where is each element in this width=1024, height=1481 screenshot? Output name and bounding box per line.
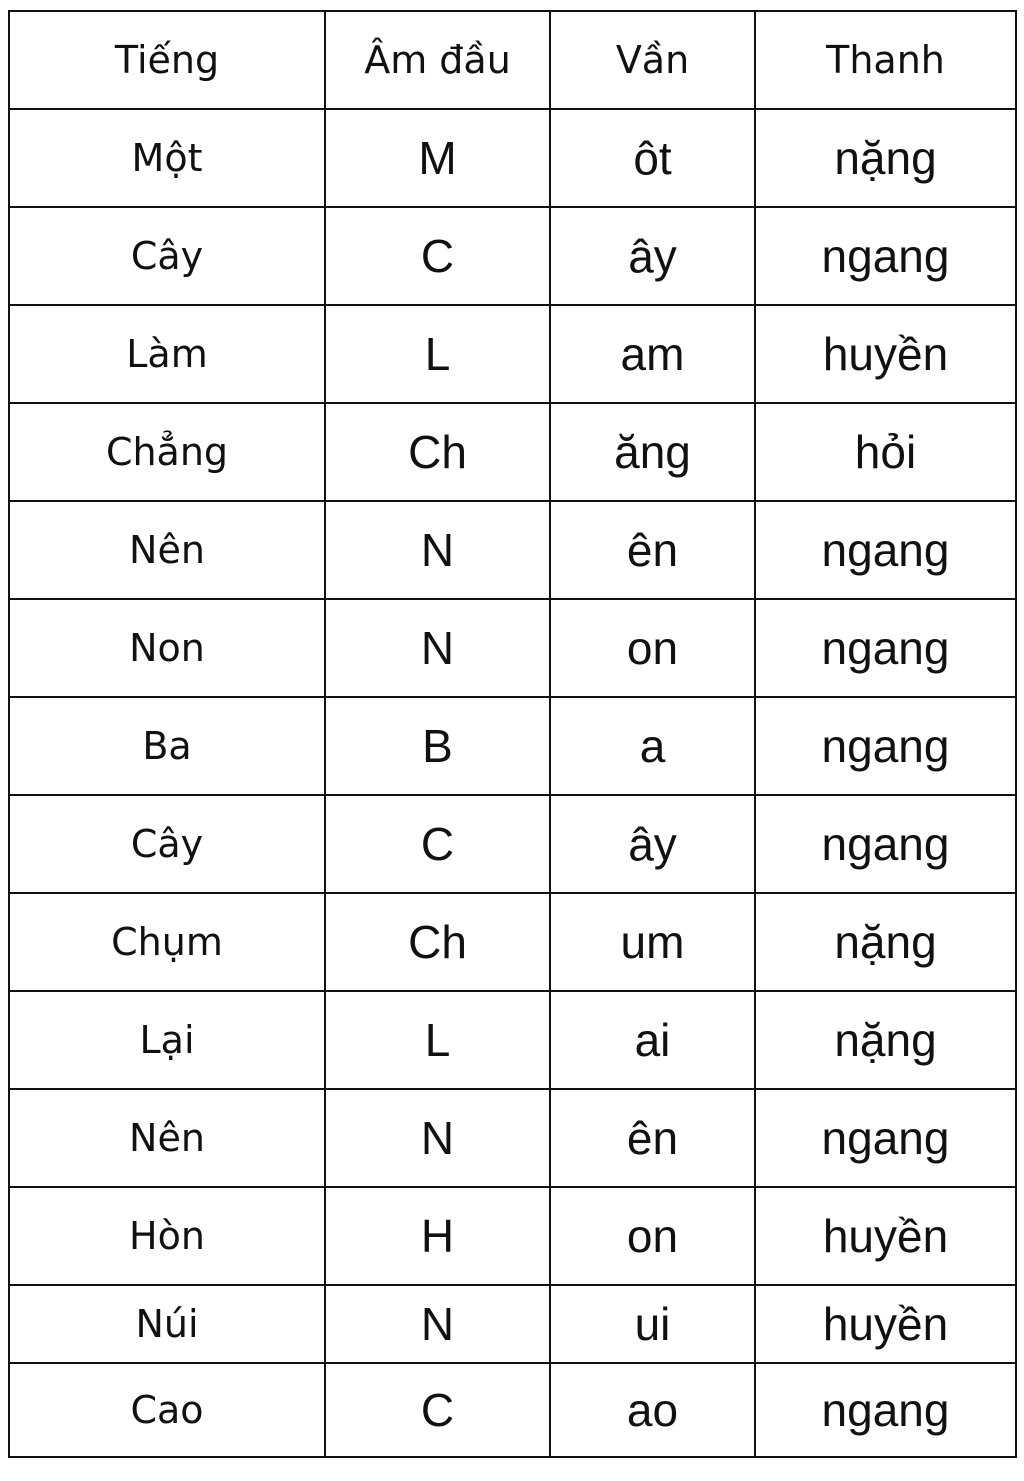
cell-van: ên: [550, 1089, 755, 1187]
table-row: [9, 795, 1016, 893]
cell-thanh: nặng: [755, 893, 1016, 991]
syllable-table-container: [8, 10, 1015, 1458]
cell-thanh: ngang: [755, 207, 1016, 305]
cell-thanh: ngang: [755, 501, 1016, 599]
cell-van: ai: [550, 991, 755, 1089]
table-row: [9, 1363, 1016, 1457]
cell-thanh: ngang: [755, 697, 1016, 795]
table-row: [9, 501, 1016, 599]
cell-am-dau: B: [325, 697, 550, 795]
table-row: [9, 1187, 1016, 1285]
cell-am-dau: Ch: [325, 403, 550, 501]
cell-van: am: [550, 305, 755, 403]
table-row: [9, 1285, 1016, 1363]
cell-thanh: ngang: [755, 795, 1016, 893]
cell-thanh: nặng: [755, 109, 1016, 207]
table-row: [9, 109, 1016, 207]
cell-tieng: Núi: [9, 1285, 325, 1363]
cell-tieng: Một: [9, 109, 325, 207]
table-header-row: [9, 11, 1016, 109]
cell-tieng: Ba: [9, 697, 325, 795]
cell-tieng: Làm: [9, 305, 325, 403]
cell-am-dau: N: [325, 501, 550, 599]
cell-thanh: huyền: [755, 1285, 1016, 1363]
cell-thanh: nặng: [755, 991, 1016, 1089]
header-van: Vần: [550, 11, 755, 109]
cell-tieng: Chẳng: [9, 403, 325, 501]
cell-am-dau: C: [325, 795, 550, 893]
cell-thanh: huyền: [755, 1187, 1016, 1285]
header-thanh: Thanh: [755, 11, 1016, 109]
cell-thanh: hỏi: [755, 403, 1016, 501]
syllable-analysis-table: [8, 10, 1017, 1458]
cell-tieng: Lại: [9, 991, 325, 1089]
cell-tieng: Non: [9, 599, 325, 697]
table-row: [9, 305, 1016, 403]
cell-thanh: huyền: [755, 305, 1016, 403]
table-row: [9, 697, 1016, 795]
cell-van: ây: [550, 795, 755, 893]
table-row: [9, 991, 1016, 1089]
header-am-dau: Âm đầu: [325, 11, 550, 109]
cell-am-dau: Ch: [325, 893, 550, 991]
cell-van: ăng: [550, 403, 755, 501]
cell-thanh: ngang: [755, 1363, 1016, 1457]
cell-thanh: ngang: [755, 599, 1016, 697]
cell-van: ây: [550, 207, 755, 305]
cell-am-dau: N: [325, 1089, 550, 1187]
header-tieng: Tiếng: [9, 11, 325, 109]
cell-tieng: Nên: [9, 501, 325, 599]
cell-tieng: Nên: [9, 1089, 325, 1187]
cell-van: on: [550, 1187, 755, 1285]
cell-tieng: Cây: [9, 207, 325, 305]
table-row: [9, 207, 1016, 305]
table-row: [9, 403, 1016, 501]
cell-am-dau: L: [325, 991, 550, 1089]
cell-van: on: [550, 599, 755, 697]
cell-am-dau: M: [325, 109, 550, 207]
cell-thanh: ngang: [755, 1089, 1016, 1187]
cell-am-dau: C: [325, 1363, 550, 1457]
cell-am-dau: N: [325, 1285, 550, 1363]
cell-tieng: Hòn: [9, 1187, 325, 1285]
cell-van: ao: [550, 1363, 755, 1457]
cell-van: ên: [550, 501, 755, 599]
cell-am-dau: C: [325, 207, 550, 305]
table-row: [9, 1089, 1016, 1187]
cell-tieng: Cây: [9, 795, 325, 893]
cell-tieng: Cao: [9, 1363, 325, 1457]
cell-van: a: [550, 697, 755, 795]
cell-am-dau: N: [325, 599, 550, 697]
table-row: [9, 893, 1016, 991]
cell-van: ôt: [550, 109, 755, 207]
cell-am-dau: H: [325, 1187, 550, 1285]
table-row: [9, 599, 1016, 697]
cell-van: ui: [550, 1285, 755, 1363]
cell-am-dau: L: [325, 305, 550, 403]
cell-tieng: Chụm: [9, 893, 325, 991]
cell-van: um: [550, 893, 755, 991]
